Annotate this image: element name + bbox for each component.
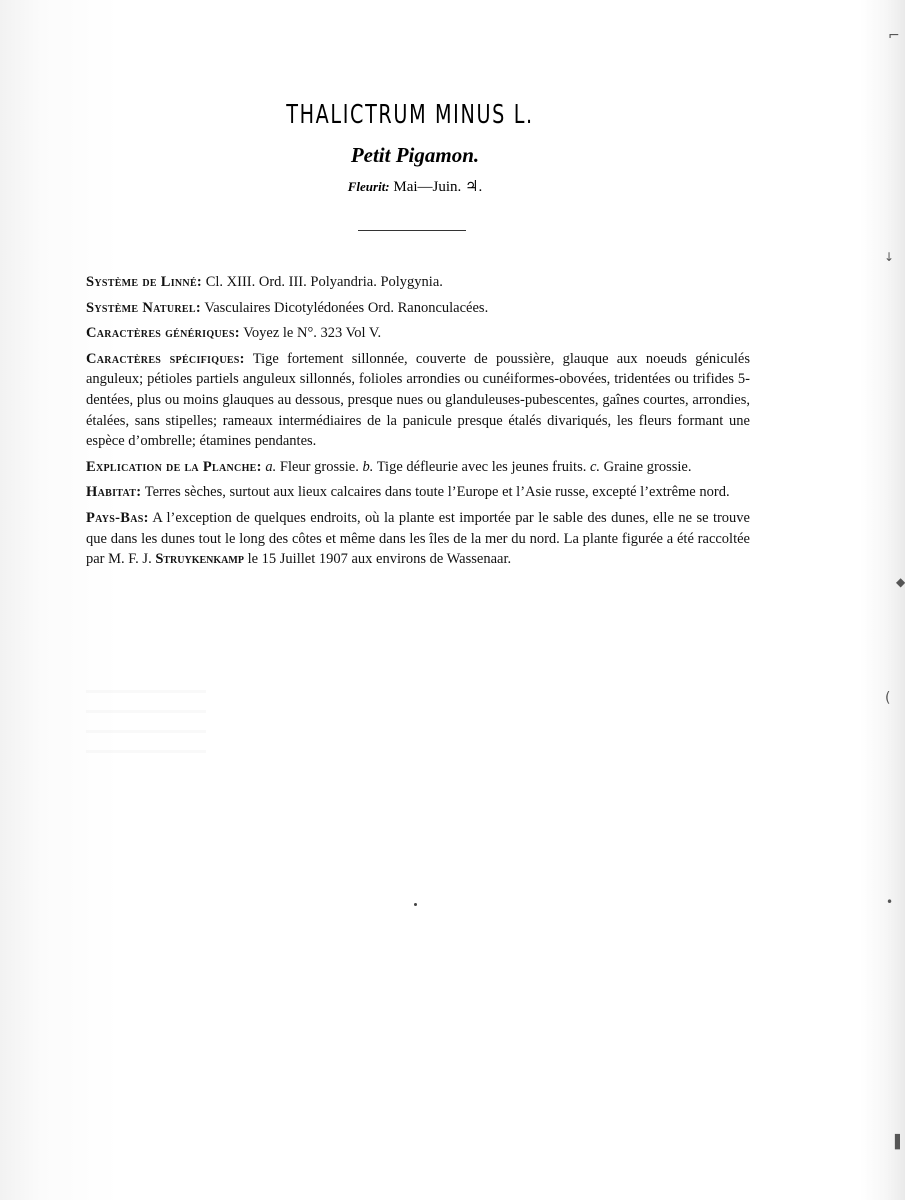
section-label: Système de Linné : — [86, 274, 202, 290]
collector-name: Struykenkamp — [155, 551, 244, 568]
plate-text-a: Fleur grossie. — [279, 458, 359, 475]
margin-mark: ⌐ — [888, 28, 900, 44]
section-text-end: le 15 Juillet 1907 aux environs de Wassenaar. — [247, 551, 512, 568]
bleed-through-shadow — [86, 690, 206, 760]
flowering-value: Mai—Juin. ♃. — [393, 179, 483, 195]
section-text: Tige fortement sillonnée, couverte de poussière, glauque aux noeuds géniculés anguleux; pétioles partiels anguleux sillonnés, folioles arrondies ou cunéiformes-obovées, tridentées ou trifides 5-dentées, plus ou moins glauques au dessous, presque nues ou glanduleuses-pubescentes, gaînes courtes, arrondies, étalées, sans stipelles; rameaux intermédiaires de la panicule presque étalés divariqués, les fleurs formant une espèce d’ombrelle; étamines pendantes. — [86, 350, 750, 450]
species-title: THALICTRUM MINUS L. — [286, 100, 534, 130]
section-text: Vasculaires Dicotylédonées Ord. Ranonculacées. — [204, 299, 489, 316]
flowering-label: Fleurit: — [347, 179, 390, 194]
plate-letter-b: b. — [362, 458, 374, 475]
section-label: Caractères spécifiques : — [86, 351, 245, 367]
plate-letter-a: a. — [265, 458, 277, 475]
section-text: Terres sèches, surtout aux lieux calcaires dans toute l’Europe et l’Asie russe, excepté l’extrême nord. — [144, 484, 730, 501]
title-divider — [358, 230, 466, 231]
section-generiques — [86, 323, 750, 344]
margin-mark: ( — [885, 690, 891, 706]
margin-mark: ↓ — [884, 250, 895, 264]
section-label: Habitat : — [86, 484, 141, 500]
section-text: Voyez le N°. 323 Vol V. — [243, 325, 382, 342]
section-specifiques — [86, 349, 750, 452]
section-text: Cl. XIII. Ord. III. Polyandria. Polygynia. — [205, 274, 443, 290]
section-label: Caractères génériques : — [86, 325, 240, 341]
section-naturel — [86, 298, 750, 319]
margin-mark: • — [886, 895, 894, 909]
section-linne — [86, 272, 750, 293]
margin-mark: ▌ — [895, 1135, 905, 1150]
section-label: Explication de la Planche : — [86, 459, 262, 475]
common-name: Petit Pigamon. — [350, 143, 480, 167]
section-label: Pays-Bas : — [86, 510, 149, 526]
plate-text-c: Graine grossie. — [603, 458, 692, 475]
section-habitat — [86, 482, 750, 503]
section-label: Système Naturel : — [86, 300, 201, 316]
plate-letter-c: c. — [589, 458, 601, 475]
flowering-line — [0, 177, 830, 196]
section-text: A l’exception de quelques endroits, où la plante est importée par le sable des dunes, elle ne se trouve que dans les dunes tout le long des côtes et même dans les îles de la mer du nord. La plante figurée a été raccoltée par M. F. J. — [86, 509, 750, 568]
section-explication — [86, 457, 750, 478]
speck-dot — [414, 903, 417, 906]
description-body — [86, 272, 750, 575]
plate-text-b: Tige défleurie avec les jeunes fruits. — [376, 458, 587, 475]
margin-mark: ◆ — [896, 575, 905, 589]
section-pays-bas — [86, 508, 750, 570]
